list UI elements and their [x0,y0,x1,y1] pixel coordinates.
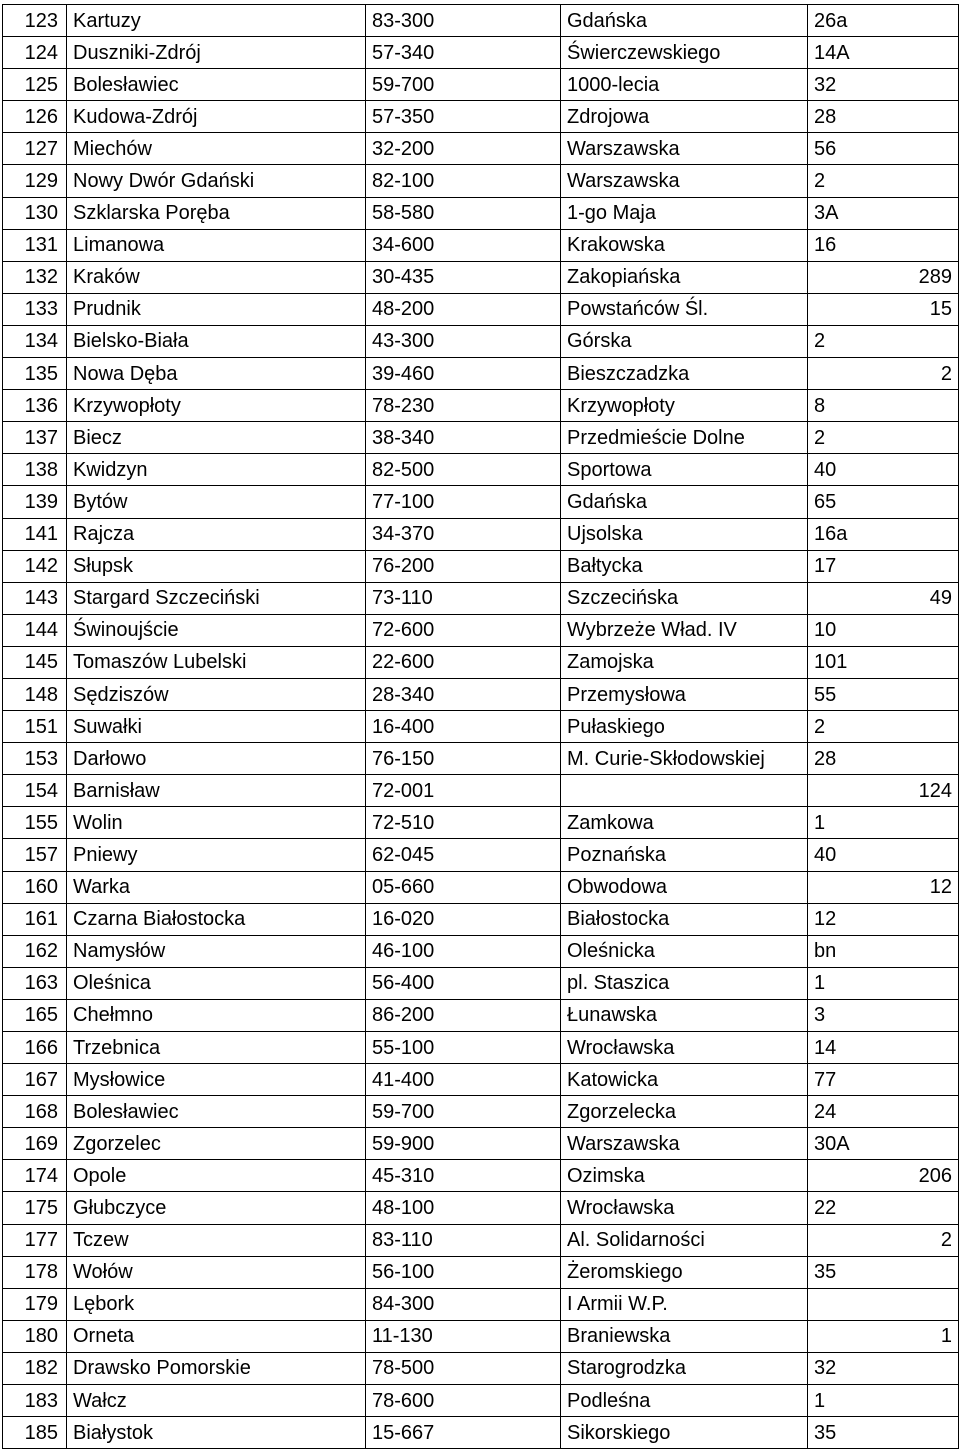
house-number-cell: 1 [808,967,959,999]
street-cell: Zgorzelecka [561,1096,808,1128]
street-cell: Warszawska [561,133,808,165]
city-cell: Krzywopłoty [67,390,366,422]
city-cell: Bytów [67,486,366,518]
street-cell: Wrocławska [561,1192,808,1224]
city-cell: Miechów [67,133,366,165]
table-row [3,261,959,293]
table-row [3,775,959,807]
city-cell: Trzebnica [67,1032,366,1064]
postal-code-cell: 15-667 [366,1417,561,1449]
city-cell: Kartuzy [67,5,366,37]
house-number-cell: 14A [808,37,959,69]
table-row [3,518,959,550]
postal-code-cell: 48-100 [366,1192,561,1224]
house-number-cell: 15 [808,293,959,325]
table-row [3,454,959,486]
house-number-cell: 40 [808,839,959,871]
street-cell: Białostocka [561,903,808,935]
row-number-cell: 174 [3,1160,67,1192]
street-cell: Gdańska [561,5,808,37]
row-number-cell: 135 [3,358,67,390]
city-cell: Oleśnica [67,967,366,999]
postal-code-cell: 38-340 [366,422,561,454]
postal-code-cell: 34-370 [366,518,561,550]
city-cell: Duszniki-Zdrój [67,37,366,69]
postal-code-cell: 83-110 [366,1224,561,1256]
row-number-cell: 165 [3,999,67,1031]
table-row [3,1224,959,1256]
house-number-cell: 1 [808,1385,959,1417]
house-number-cell: 24 [808,1096,959,1128]
table-row [3,999,959,1031]
city-cell: Stargard Szczeciński [67,582,366,614]
house-number-cell: 22 [808,1192,959,1224]
city-cell: Sędziszów [67,678,366,710]
street-cell: Wybrzeże Wład. IV [561,614,808,646]
house-number-cell: 32 [808,69,959,101]
postal-code-cell: 46-100 [366,935,561,967]
city-cell: Rajcza [67,518,366,550]
row-number-cell: 157 [3,839,67,871]
street-cell: Warszawska [561,165,808,197]
city-cell: Lębork [67,1288,366,1320]
address-table-body [3,5,959,1449]
table-row [3,133,959,165]
city-cell: Barnisław [67,775,366,807]
row-number-cell: 145 [3,646,67,678]
postal-code-cell: 72-600 [366,614,561,646]
house-number-cell: 28 [808,101,959,133]
city-cell: Limanowa [67,229,366,261]
table-row [3,1385,959,1417]
street-cell: Gdańska [561,486,808,518]
city-cell: Suwałki [67,711,366,743]
row-number-cell: 136 [3,390,67,422]
row-number-cell: 139 [3,486,67,518]
postal-code-cell: 82-100 [366,165,561,197]
street-cell: Oleśnicka [561,935,808,967]
city-cell: Nowa Dęba [67,358,366,390]
table-row [3,646,959,678]
street-cell: Żeromskiego [561,1256,808,1288]
postal-code-cell: 56-100 [366,1256,561,1288]
row-number-cell: 144 [3,614,67,646]
table-row [3,325,959,357]
row-number-cell: 153 [3,743,67,775]
table-row [3,967,959,999]
row-number-cell: 123 [3,5,67,37]
house-number-cell: 55 [808,678,959,710]
postal-code-cell: 78-500 [366,1352,561,1384]
street-cell: Krakowska [561,229,808,261]
street-cell [561,775,808,807]
table-row [3,293,959,325]
row-number-cell: 163 [3,967,67,999]
table-row [3,1288,959,1320]
street-cell: Zdrojowa [561,101,808,133]
table-row [3,1192,959,1224]
street-cell: Przedmieście Dolne [561,422,808,454]
postal-code-cell: 41-400 [366,1064,561,1096]
house-number-cell: 2 [808,325,959,357]
city-cell: Zgorzelec [67,1128,366,1160]
table-row [3,1160,959,1192]
table-row [3,37,959,69]
table-row [3,101,959,133]
table-row [3,871,959,903]
row-number-cell: 161 [3,903,67,935]
city-cell: Pniewy [67,839,366,871]
postal-code-cell: 45-310 [366,1160,561,1192]
row-number-cell: 167 [3,1064,67,1096]
city-cell: Wałcz [67,1385,366,1417]
street-cell: Przemysłowa [561,678,808,710]
street-cell: Górska [561,325,808,357]
house-number-cell: 35 [808,1256,959,1288]
postal-code-cell: 28-340 [366,678,561,710]
city-cell: Biecz [67,422,366,454]
row-number-cell: 183 [3,1385,67,1417]
postal-code-cell: 58-580 [366,197,561,229]
house-number-cell: 40 [808,454,959,486]
table-row [3,614,959,646]
city-cell: Drawsko Pomorskie [67,1352,366,1384]
city-cell: Darłowo [67,743,366,775]
house-number-cell: 17 [808,550,959,582]
table-row [3,422,959,454]
row-number-cell: 129 [3,165,67,197]
postal-code-cell: 72-001 [366,775,561,807]
row-number-cell: 141 [3,518,67,550]
house-number-cell: 1 [808,1320,959,1352]
table-row [3,229,959,261]
postal-code-cell: 62-045 [366,839,561,871]
table-row [3,197,959,229]
street-cell: Krzywopłoty [561,390,808,422]
city-cell: Głubczyce [67,1192,366,1224]
table-row [3,1128,959,1160]
city-cell: Warka [67,871,366,903]
house-number-cell: 2 [808,711,959,743]
table-row [3,807,959,839]
street-cell: Powstańców Śl. [561,293,808,325]
postal-code-cell: 39-460 [366,358,561,390]
house-number-cell: 16 [808,229,959,261]
row-number-cell: 126 [3,101,67,133]
postal-code-cell: 59-700 [366,69,561,101]
house-number-cell: bn [808,935,959,967]
city-cell: Orneta [67,1320,366,1352]
table-row [3,903,959,935]
table-row [3,1352,959,1384]
table-row [3,1417,959,1449]
street-cell: Bieszczadzka [561,358,808,390]
house-number-cell: 77 [808,1064,959,1096]
street-cell: Łunawska [561,999,808,1031]
house-number-cell: 32 [808,1352,959,1384]
house-number-cell: 56 [808,133,959,165]
postal-code-cell: 77-100 [366,486,561,518]
row-number-cell: 148 [3,678,67,710]
table-row [3,390,959,422]
postal-code-cell: 78-600 [366,1385,561,1417]
postal-code-cell: 16-020 [366,903,561,935]
postal-code-cell: 05-660 [366,871,561,903]
house-number-cell: 2 [808,358,959,390]
house-number-cell: 14 [808,1032,959,1064]
postal-code-cell: 56-400 [366,967,561,999]
postal-code-cell: 82-500 [366,454,561,486]
row-number-cell: 169 [3,1128,67,1160]
house-number-cell: 49 [808,582,959,614]
city-cell: Wołów [67,1256,366,1288]
house-number-cell: 1 [808,807,959,839]
postal-code-cell: 86-200 [366,999,561,1031]
street-cell: 1-go Maja [561,197,808,229]
house-number-cell: 16a [808,518,959,550]
house-number-cell: 8 [808,390,959,422]
house-number-cell: 12 [808,903,959,935]
city-cell: Tczew [67,1224,366,1256]
postal-code-cell: 78-230 [366,390,561,422]
row-number-cell: 131 [3,229,67,261]
table-row [3,5,959,37]
row-number-cell: 175 [3,1192,67,1224]
street-cell: Braniewska [561,1320,808,1352]
city-cell: Bolesławiec [67,1096,366,1128]
table-row [3,1032,959,1064]
postal-code-cell: 84-300 [366,1288,561,1320]
table-row [3,743,959,775]
row-number-cell: 154 [3,775,67,807]
street-cell: Szczecińska [561,582,808,614]
house-number-cell: 65 [808,486,959,518]
city-cell: Namysłów [67,935,366,967]
table-row [3,165,959,197]
city-cell: Mysłowice [67,1064,366,1096]
row-number-cell: 124 [3,37,67,69]
house-number-cell: 3A [808,197,959,229]
table-row [3,935,959,967]
house-number-cell: 124 [808,775,959,807]
city-cell: Kudowa-Zdrój [67,101,366,133]
row-number-cell: 177 [3,1224,67,1256]
city-cell: Białystok [67,1417,366,1449]
postal-code-cell: 59-700 [366,1096,561,1128]
postal-code-cell: 16-400 [366,711,561,743]
house-number-cell: 28 [808,743,959,775]
city-cell: Bolesławiec [67,69,366,101]
table-row [3,1256,959,1288]
table-row [3,1064,959,1096]
row-number-cell: 178 [3,1256,67,1288]
street-cell: Zamkowa [561,807,808,839]
house-number-cell: 3 [808,999,959,1031]
postal-code-cell: 22-600 [366,646,561,678]
city-cell: Słupsk [67,550,366,582]
row-number-cell: 143 [3,582,67,614]
city-cell: Prudnik [67,293,366,325]
house-number-cell: 35 [808,1417,959,1449]
table-row [3,1096,959,1128]
postal-code-cell: 57-350 [366,101,561,133]
row-number-cell: 185 [3,1417,67,1449]
table-row [3,550,959,582]
row-number-cell: 160 [3,871,67,903]
street-cell: Podleśna [561,1385,808,1417]
postal-code-cell: 11-130 [366,1320,561,1352]
house-number-cell: 30A [808,1128,959,1160]
table-row [3,69,959,101]
row-number-cell: 162 [3,935,67,967]
table-row [3,486,959,518]
address-table [2,4,959,1449]
street-cell: Sikorskiego [561,1417,808,1449]
table-row [3,711,959,743]
house-number-cell: 2 [808,1224,959,1256]
row-number-cell: 137 [3,422,67,454]
city-cell: Bielsko-Biała [67,325,366,357]
house-number-cell: 289 [808,261,959,293]
house-number-cell: 26a [808,5,959,37]
postal-code-cell: 43-300 [366,325,561,357]
house-number-cell [808,1288,959,1320]
city-cell: Świnoujście [67,614,366,646]
table-row [3,582,959,614]
row-number-cell: 132 [3,261,67,293]
street-cell: Ujsolska [561,518,808,550]
table-row [3,358,959,390]
street-cell: Poznańska [561,839,808,871]
postal-code-cell: 34-600 [366,229,561,261]
row-number-cell: 180 [3,1320,67,1352]
row-number-cell: 166 [3,1032,67,1064]
row-number-cell: 182 [3,1352,67,1384]
postal-code-cell: 83-300 [366,5,561,37]
row-number-cell: 179 [3,1288,67,1320]
postal-code-cell: 76-150 [366,743,561,775]
city-cell: Czarna Białostocka [67,903,366,935]
street-cell: Wrocławska [561,1032,808,1064]
house-number-cell: 206 [808,1160,959,1192]
postal-code-cell: 55-100 [366,1032,561,1064]
house-number-cell: 2 [808,422,959,454]
row-number-cell: 133 [3,293,67,325]
street-cell: Świerczewskiego [561,37,808,69]
postal-code-cell: 30-435 [366,261,561,293]
house-number-cell: 10 [808,614,959,646]
table-row [3,839,959,871]
city-cell: Kraków [67,261,366,293]
postal-code-cell: 73-110 [366,582,561,614]
street-cell: Warszawska [561,1128,808,1160]
row-number-cell: 168 [3,1096,67,1128]
city-cell: Tomaszów Lubelski [67,646,366,678]
row-number-cell: 142 [3,550,67,582]
row-number-cell: 134 [3,325,67,357]
street-cell: Zamojska [561,646,808,678]
postal-code-cell: 32-200 [366,133,561,165]
street-cell: Ozimska [561,1160,808,1192]
city-cell: Nowy Dwór Gdański [67,165,366,197]
postal-code-cell: 72-510 [366,807,561,839]
city-cell: Opole [67,1160,366,1192]
street-cell: Sportowa [561,454,808,486]
row-number-cell: 155 [3,807,67,839]
street-cell: Pułaskiego [561,711,808,743]
street-cell: 1000-lecia [561,69,808,101]
table-row [3,1320,959,1352]
street-cell: Katowicka [561,1064,808,1096]
row-number-cell: 130 [3,197,67,229]
city-cell: Wolin [67,807,366,839]
street-cell: I Armii W.P. [561,1288,808,1320]
row-number-cell: 127 [3,133,67,165]
house-number-cell: 101 [808,646,959,678]
table-row [3,678,959,710]
street-cell: Zakopiańska [561,261,808,293]
city-cell: Kwidzyn [67,454,366,486]
street-cell: Al. Solidarności [561,1224,808,1256]
house-number-cell: 2 [808,165,959,197]
street-cell: M. Curie-Skłodowskiej [561,743,808,775]
house-number-cell: 12 [808,871,959,903]
street-cell: pl. Staszica [561,967,808,999]
street-cell: Starogrodzka [561,1352,808,1384]
city-cell: Szklarska Poręba [67,197,366,229]
postal-code-cell: 59-900 [366,1128,561,1160]
city-cell: Chełmno [67,999,366,1031]
row-number-cell: 125 [3,69,67,101]
row-number-cell: 138 [3,454,67,486]
postal-code-cell: 48-200 [366,293,561,325]
postal-code-cell: 76-200 [366,550,561,582]
street-cell: Bałtycka [561,550,808,582]
street-cell: Obwodowa [561,871,808,903]
row-number-cell: 151 [3,711,67,743]
postal-code-cell: 57-340 [366,37,561,69]
